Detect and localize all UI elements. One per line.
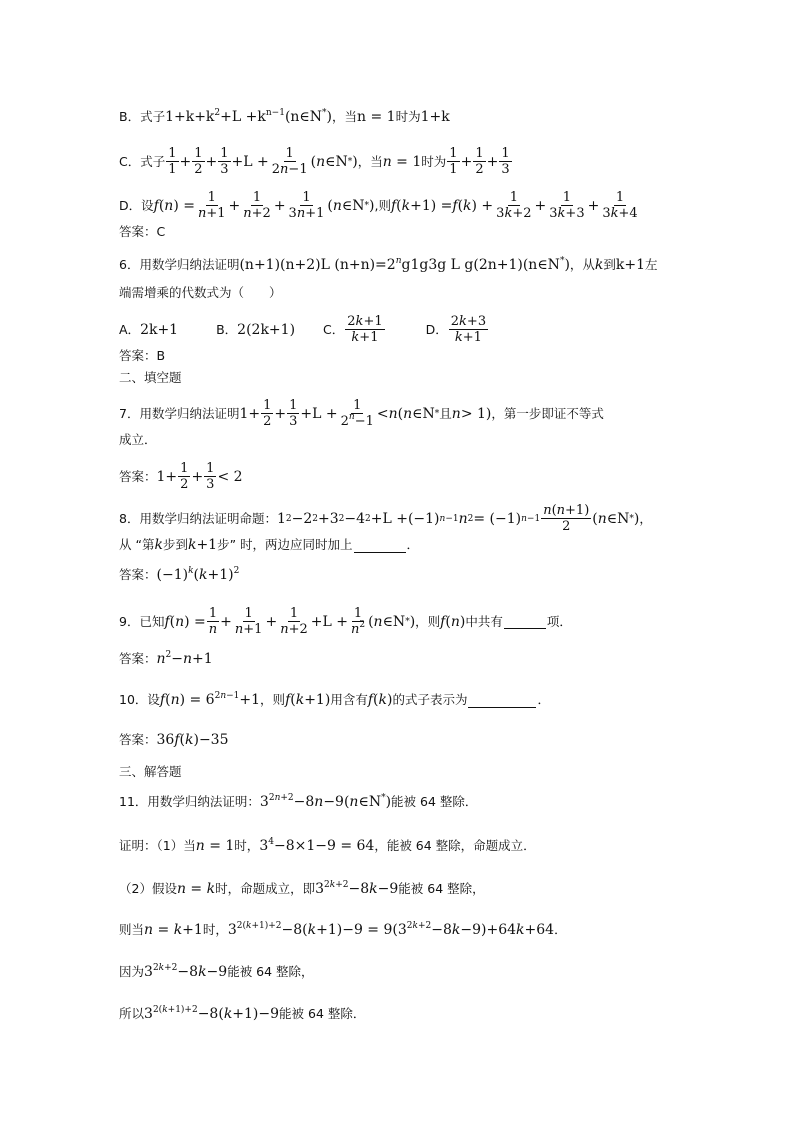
question-10-blank[interactable] bbox=[468, 693, 536, 708]
section-3-heading bbox=[119, 762, 182, 782]
proof-step-1: 证明：（1）当 n = 1 时， $3^4-8\times 1-9 = 64$ ，能被 64 整除，命题成立． bbox=[119, 837, 536, 854]
question-6-line1 bbox=[119, 255, 658, 275]
question-7-line2 bbox=[119, 430, 157, 450]
option-d6-value: $\frac{2k+3}{k+1}$ bbox=[450, 314, 487, 345]
option-b-when: ，当 bbox=[332, 109, 358, 124]
proof-step-2-prefix: （2）假设 bbox=[119, 881, 177, 896]
question-6-k-plus-1: k+1 bbox=[615, 257, 646, 273]
proof-step-5-prefix: 所以 bbox=[119, 1006, 145, 1021]
option-c-line bbox=[119, 146, 513, 177]
question-9-line: 9．已知 f ( n ) = $\frac{1}{n}$ + $\frac{1}{n+1}$ + $\frac{1}{n+2}$ +L + $\frac{1}{n^2}$ ( n ∈N * ) ，则 f(n) 中共有 项． bbox=[119, 606, 572, 637]
section-3-title: 三、解答题 bbox=[119, 764, 182, 779]
option-c6-value: $\frac{2k+1}{k+1}$ bbox=[347, 314, 383, 345]
option-a-label: A． bbox=[119, 321, 141, 337]
option-b-expr-part2: +L +k bbox=[220, 109, 266, 125]
proof-step-2-mid: 时，命题成立，即 bbox=[215, 881, 316, 896]
proof-step-2: （2）假设 n = k 时，命题成立，即 $3^{2k+2}-8k-9$ 能被 64 整除， bbox=[119, 880, 485, 897]
option-d-then: ,则 bbox=[374, 197, 391, 213]
option-b-expression: $1+k+k^2+L$ $+k^{n-1}(n\in N^*)$ bbox=[165, 108, 332, 125]
question-9-blank[interactable] bbox=[504, 614, 546, 629]
question-8-line1: 8．用数学归纳法证明命题： 1 2 −2 2 +3 2 −4 2 +L +(−1) n−1 n 2 = (−1) n−1 $\frac{n(n+1)}{2}$ ( n ∈N * ) ， bbox=[119, 503, 652, 534]
option-c6-label: C． bbox=[323, 321, 345, 337]
proof-step-4 bbox=[119, 962, 314, 982]
question-8-line2-part1: 从 “第 bbox=[119, 537, 155, 552]
proof-step-1-mid: 时， bbox=[234, 838, 260, 853]
option-c-is: 时为 bbox=[421, 153, 447, 169]
answer-10-value: 36f(k)−35 bbox=[156, 732, 229, 748]
option-b-line bbox=[119, 107, 450, 127]
question-6-expr-part2: g1g3g L g(2n+1)(n∈N bbox=[401, 257, 560, 273]
option-d-label: D．设 bbox=[119, 197, 154, 213]
proof-step-4-prefix: 因为 bbox=[119, 964, 145, 979]
answer-9-line bbox=[119, 649, 213, 669]
option-d6-label: D． bbox=[425, 321, 448, 337]
question-10-prefix: 10．设 bbox=[119, 692, 160, 707]
option-c-result: $\frac{1}{1}$ + $\frac{1}{2}$ + $\frac{1}{3}$ bbox=[449, 146, 510, 177]
question-7-prefix: 7．用数学归纳法证明 bbox=[119, 405, 240, 421]
question-6-suffix: ，从 bbox=[569, 257, 595, 272]
proof-step-3-mid: 时， bbox=[202, 922, 228, 937]
answer-6-value: B bbox=[156, 348, 166, 363]
question-8-expression: 1 2 −2 2 +3 2 −4 2 +L +(−1) n−1 n 2 = (−1) n−1 $\frac{n(n+1)}{2}$ ( n ∈N * ) bbox=[276, 503, 640, 534]
option-b6-label: B． bbox=[216, 321, 238, 337]
proof-step-4-expression: $3^{2k+2}-8k-9$ bbox=[144, 963, 228, 980]
question-6-expression: (n+1)(n+2)L $(n+n)=2^ng1g3g$ L g(2n+1)(n∈N*) bbox=[239, 256, 570, 273]
proof-step-5-expression: $3^{2(k+1)+2}-8(k+1)-9$ bbox=[144, 1005, 280, 1022]
section-2-heading bbox=[119, 368, 182, 388]
question-8-end: ． bbox=[406, 537, 420, 552]
proof-step-1-expression: $3^4-8\times 1-9 = 64$ bbox=[259, 837, 375, 854]
option-d-expression: f ( n ) = $\frac{1}{n+1}$ + $\frac{1}{n+2}$ + $\frac{1}{3n+1}$ ( n ∈N * ) bbox=[153, 190, 375, 221]
option-c-n-equals-1: n = 1 bbox=[382, 153, 422, 170]
question-6-expr-part1: (n+1)(n+2)L (n+n)=2 bbox=[239, 257, 396, 273]
answer-10-line bbox=[119, 730, 229, 750]
question-10-mid3: 的式子表示为 bbox=[392, 692, 468, 707]
question-6-to: 到 bbox=[603, 257, 616, 272]
question-11-suffix: 能被 64 整除． bbox=[391, 794, 478, 809]
question-11-prefix: 11．用数学归纳法证明： bbox=[119, 794, 260, 809]
proof-step-5-suffix: 能被 64 整除． bbox=[279, 1006, 366, 1021]
option-b-result: 1+k bbox=[420, 109, 450, 125]
proof-step-1-prefix: 证明：（1）当 bbox=[119, 838, 196, 853]
proof-step-1-suffix: ，能被 64 整除，命题成立． bbox=[374, 838, 536, 853]
answer-9-label: 答案： bbox=[119, 651, 157, 666]
option-b-label: B．式子 bbox=[119, 109, 166, 124]
option-b-expr-part1: 1+k+k bbox=[165, 109, 215, 125]
option-b6-value: 2(2k+1) bbox=[237, 321, 296, 338]
question-8-line2: 从 “第 k 步到 k+1 步” 时，两边应同时加上 ． bbox=[119, 537, 420, 553]
option-d-line bbox=[119, 190, 641, 221]
question-8-line2-part2: 步到 bbox=[162, 537, 188, 552]
question-8-prefix: 8．用数学归纳法证明命题： bbox=[119, 510, 277, 526]
question-9-prefix: 9．已知 bbox=[119, 613, 165, 629]
answer-10-label: 答案： bbox=[119, 732, 157, 747]
answer-5-value: C bbox=[156, 224, 166, 239]
question-6-line2 bbox=[119, 283, 282, 303]
question-11-line bbox=[119, 792, 477, 812]
proof-step-2-suffix: 能被 64 整除， bbox=[398, 881, 485, 896]
answer-5-label: 答案： bbox=[119, 224, 157, 239]
answer-9-value: $n^2-n+1$ bbox=[156, 650, 213, 667]
question-9-suffix1: ，则 bbox=[415, 613, 441, 629]
proof-step-3-prefix: 则当 bbox=[119, 922, 145, 937]
question-9-suffix3: 项． bbox=[546, 613, 572, 629]
question-6-k: k bbox=[594, 257, 604, 273]
question-6-left: 左 bbox=[645, 257, 658, 272]
answer-6-label: 答案： bbox=[119, 348, 157, 363]
question-9-expression: f ( n ) = $\frac{1}{n}$ + $\frac{1}{n+1}$ + $\frac{1}{n+2}$ +L + $\frac{1}{n^2}$ ( n ∈N * ) bbox=[164, 606, 416, 637]
question-10-mid2: 用含有 bbox=[330, 692, 368, 707]
question-11-expression: $3^{2n+2}-8n-9(n\in N^*)$ bbox=[259, 793, 392, 810]
proof-step-5 bbox=[119, 1004, 365, 1024]
option-c-expression: $\frac{1}{1}$ + $\frac{1}{2}$ + $\frac{1}{3}$ +L + $\frac{1}{2n-1}$ ( n ∈N * ) bbox=[168, 146, 358, 177]
option-b-is: 时为 bbox=[395, 109, 421, 124]
proof-step-4-suffix: 能被 64 整除， bbox=[227, 964, 314, 979]
question-8-blank[interactable] bbox=[354, 538, 406, 553]
proof-step-3-expression: $3^{2(k+1)+2}-8(k+1)-9 = 9(3^{2k+2}-8k-9)+64k+64$ bbox=[227, 921, 555, 938]
question-10-expression: $f(n) = 6^{2n-1}+1$ bbox=[159, 691, 261, 708]
option-b-condition: (n∈N bbox=[284, 109, 323, 125]
question-8-line2-part3: 步” 时，两边应同时加上 bbox=[217, 537, 353, 552]
answer-8-value: $(-1)^k(k+1)^2$ bbox=[156, 566, 240, 583]
option-b-exponent: n−1 bbox=[265, 108, 285, 118]
option-b-n-equals-1: n = 1 bbox=[357, 109, 396, 125]
answer-8-line bbox=[119, 565, 239, 585]
answer-7-label: 答案： bbox=[119, 468, 157, 484]
question-7-suffix: ，第一步即证不等式 bbox=[491, 405, 604, 421]
proof-step-3: 则当 n = k+1 时， $3^{2(k+1)+2}-8(k+1)-9 = 9(3^{2k+2}-8k-9)+64k+64$ ． bbox=[119, 921, 567, 938]
option-c-label: C．式子 bbox=[119, 153, 166, 169]
question-6-options bbox=[119, 314, 489, 345]
question-10-end: ． bbox=[537, 692, 550, 707]
answer-6-line bbox=[119, 346, 165, 366]
answer-7-line bbox=[119, 461, 243, 492]
question-9-suffix2: 中共有 bbox=[465, 613, 503, 629]
answer-5-line bbox=[119, 222, 165, 242]
answer-7-value: 1+ $\frac{1}{2}$ + $\frac{1}{3}$ < 2 bbox=[156, 461, 243, 492]
option-a-value: 2k+1 bbox=[140, 321, 179, 338]
question-7-expression: 1+ $\frac{1}{2}$ + $\frac{1}{3}$ +L + $\frac{1}{2^n-1}$ < n ( n ∈N * 且 n > 1) bbox=[239, 398, 492, 429]
question-6-prefix: 6．用数学归纳法证明 bbox=[119, 257, 240, 272]
question-6-line2-text: 端需增乘的代数式为（ ） bbox=[119, 285, 282, 300]
question-10-line: 10．设 $f(n) = 6^{2n-1}+1$ ，则 f(k+1) 用含有 f(k) 的式子表示为 ． bbox=[119, 691, 550, 708]
section-2-title: 二、填空题 bbox=[119, 370, 182, 385]
answer-8-label: 答案： bbox=[119, 567, 157, 582]
option-d-result: f ( k +1) = f ( k ) + $\frac{1}{3k+2}$ + $\frac{1}{3k+3}$ + $\frac{1}{3k+4}$ bbox=[390, 190, 638, 221]
proof-step-3-end: ． bbox=[554, 922, 567, 937]
option-c-when: ，当 bbox=[357, 153, 383, 169]
question-10-mid1: ，则 bbox=[260, 692, 286, 707]
question-7-line2-text: 成立． bbox=[119, 432, 157, 447]
proof-step-2-expression: $3^{2k+2}-8k-9$ bbox=[315, 880, 399, 897]
question-7-line1 bbox=[119, 398, 604, 429]
